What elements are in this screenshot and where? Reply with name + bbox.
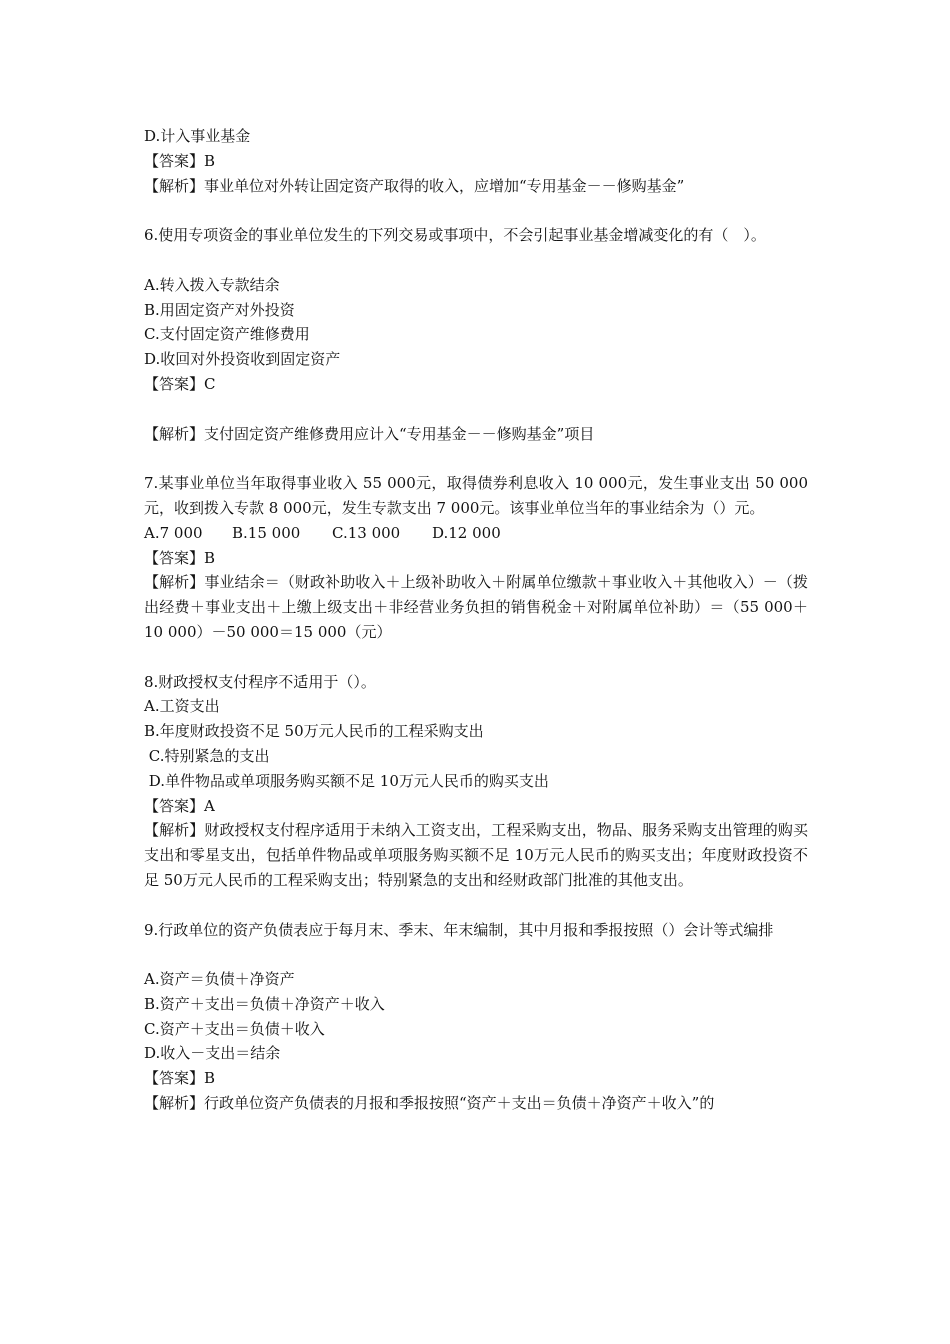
document-page [144, 124, 808, 1116]
q9-option-d: D.收入－支出＝结余 [144, 1044, 281, 1063]
q8-explanation: 【解析】财政授权支付程序适用于未纳入工资支出，工程采购支出，物品、服务采购支出管理的购买支出和零星支出，包括单件物品或单项服务购买额不足 10万元人民币的购买支出；年度财政投资不足 50万元人民币的工程采购支出；特别紧急的支出和经财政部门批准的其他支出。 [144, 821, 808, 889]
q8-option-a: A.工资支出 [144, 697, 220, 716]
spacer [144, 397, 808, 422]
q7-option-b: B.15 000 [232, 523, 301, 542]
q7-options-row [144, 521, 808, 546]
q8-option-c: C.特别紧急的支出 [144, 746, 270, 765]
q6-option-d: D.收回对外投资收到固定资产 [144, 350, 341, 369]
q7-option-c: C.13 000 [332, 523, 401, 542]
spacer [144, 645, 808, 670]
q9-option-a: A.资产＝负债＋净资产 [144, 970, 295, 989]
q6-explanation: 【解析】支付固定资产维修费用应计入“专用基金－－修购基金”项目 [144, 424, 595, 443]
q9-option-b: B.资产＋支出＝负债＋净资产＋收入 [144, 994, 385, 1013]
q7-explanation: 【解析】事业结余＝（财政补助收入＋上级补助收入＋附属单位缴款＋事业收入＋其他收入）－（拨出经费＋事业支出＋上缴上级支出＋非经营业务负担的销售税金＋对附属单位补助）＝（55 000＋10 000）－50 000＝15 000（元） [144, 573, 808, 641]
q6-option-c: C.支付固定资产维修费用 [144, 325, 310, 344]
q8-option-d: D.单件物品或单项服务购买额不足 10万元人民币的购买支出 [144, 771, 549, 790]
spacer [144, 893, 808, 918]
q8-option-b: B.年度财政投资不足 50万元人民币的工程采购支出 [144, 722, 484, 741]
q6-answer: 【答案】C [144, 374, 216, 393]
q7-option-d: D.12 000 [432, 523, 501, 542]
q9-explanation: 【解析】行政单位资产负债表的月报和季报按照“资产＋支出＝负债＋净资产＋收入”的 [144, 1094, 715, 1113]
q8-question: 8.财政授权支付程序不适用于（）。 [144, 672, 376, 691]
spacer [144, 248, 808, 273]
q7-answer: 【答案】B [144, 548, 216, 567]
spacer [144, 198, 808, 223]
q5-answer: 【答案】B [144, 151, 216, 170]
q9-answer: 【答案】B [144, 1069, 216, 1088]
q9-question: 9.行政单位的资产负债表应于每月末、季末、年末编制，其中月报和季报按照（）会计等式编排 [144, 920, 774, 939]
q6-question: 6.使用专项资金的事业单位发生的下列交易或事项中，不会引起事业基金增减变化的有（ ）。 [144, 226, 766, 245]
q8-answer: 【答案】A [144, 796, 215, 815]
spacer [144, 446, 808, 471]
q6-option-b: B.用固定资产对外投资 [144, 300, 295, 319]
q9-option-c: C.资产＋支出＝负债＋收入 [144, 1019, 325, 1038]
spacer [144, 942, 808, 967]
q6-option-a: A.转入拨入专款结余 [144, 275, 280, 294]
q5-option-d: D.计入事业基金 [144, 127, 251, 145]
q5-explanation: 【解析】事业单位对外转让固定资产取得的收入，应增加“专用基金－－修购基金” [144, 176, 685, 195]
q7-option-a: A.7 000 [144, 523, 203, 542]
q7-question: 7.某事业单位当年取得事业收入 55 000元，取得债券利息收入 10 000元，发生事业支出 50 000元，收到拨入专款 8 000元，发生专款支出 7 000元。该事业单位当年的事业结余为（）元。 [144, 474, 808, 517]
